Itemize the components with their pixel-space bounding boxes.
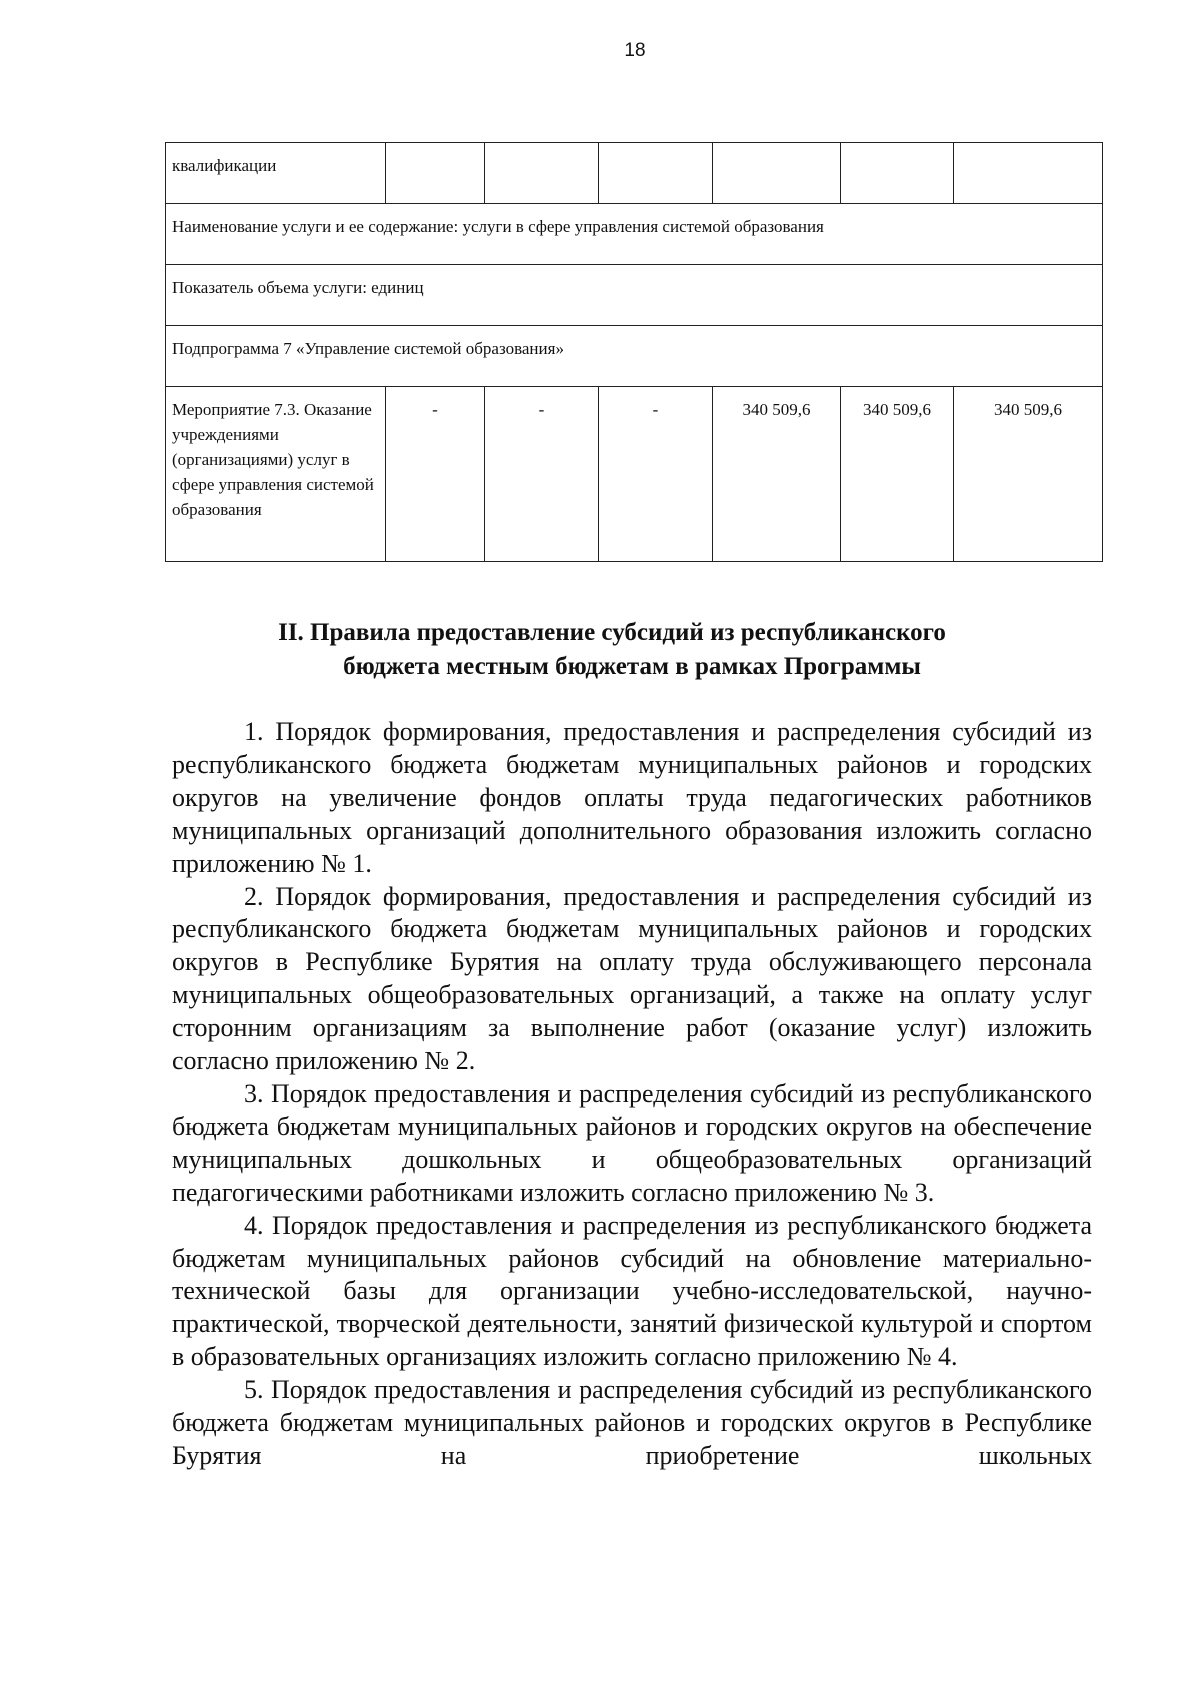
service-name-cell: Наименование услуги и ее содержание: услуги в сфере управления системой образования: [166, 204, 1103, 265]
budget-table: [165, 142, 1103, 562]
paragraph: 3. Порядок предоставления и распределения субсидий из республиканского бюджета бюджетам муниципальных районов и городских округов на обеспечение муниципальных дошкольных и общеобразовательных организаций педагогическими работниками изложить согласно приложению № 3.: [172, 1078, 1092, 1207]
paragraph: 5. Порядок предоставления и распределения субсидий из республиканского бюджета бюджетам муниципальных районов и городских округов в Республике Бурятия на приобретение школьных: [172, 1375, 1092, 1470]
value-cell: -: [599, 387, 713, 562]
paragraph: 1. Порядок формирования, предоставления и распределения субсидий из республиканского бюджета бюджетам муниципальных районов и городских округов на увеличение фондов оплаты труда педагогических работников муниципальных организаций дополнительного образования изложить согласно приложению № 1.: [172, 717, 1092, 878]
volume-indicator-cell: Показатель объема услуги: единиц: [166, 265, 1103, 326]
table-cell: [841, 143, 954, 204]
value-cell: -: [485, 387, 599, 562]
event-label-cell: Мероприятие 7.3. Оказание учреждениями (организациями) услуг в сфере управления системой образования: [166, 387, 386, 562]
subprogram-cell: Подпрограмма 7 «Управление системой образования»: [166, 326, 1103, 387]
value-cell: 340 509,6: [954, 387, 1103, 562]
table-row: [166, 143, 1103, 204]
table-cell: [713, 143, 841, 204]
value-cell: 340 509,6: [841, 387, 954, 562]
section-title: [0, 616, 1200, 684]
table-cell: [954, 143, 1103, 204]
table-cell: [386, 143, 485, 204]
paragraph: 4. Порядок предоставления и распределения из республиканского бюджета бюджетам муниципальных районов субсидий на обновление материально-технической базы для организации учебно-исследовательской, научно-практической, творческой деятельности, занятий физической культурой и спортом в образовательных организациях изложить согласно приложению № 4.: [172, 1210, 1092, 1372]
section-title-line: II. Правила предоставление субсидий из республиканского: [278, 619, 946, 646]
body-text: [172, 716, 1092, 1473]
value-cell: 340 509,6: [713, 387, 841, 562]
table-cell: [599, 143, 713, 204]
value-cell: -: [386, 387, 485, 562]
paragraph: 2. Порядок формирования, предоставления и распределения субсидий из республиканского бюджета бюджетам муниципальных районов и городских округов в Республике Бурятия на оплату труда обслуживающего персонала муниципальных общеобразовательных организаций, а также на оплату услуг сторонним организациям за выполнение работ (оказание услуг) изложить согласно приложению № 2.: [172, 881, 1092, 1076]
table-row: [166, 387, 1103, 562]
table-row: [166, 326, 1103, 387]
table-cell: [485, 143, 599, 204]
page-number: 18: [624, 40, 646, 61]
table-row: [166, 265, 1103, 326]
table-cell-label: квалификации: [166, 143, 386, 204]
section-title-line: бюджета местным бюджетам в рамках Программы: [343, 653, 921, 680]
table-row: [166, 204, 1103, 265]
